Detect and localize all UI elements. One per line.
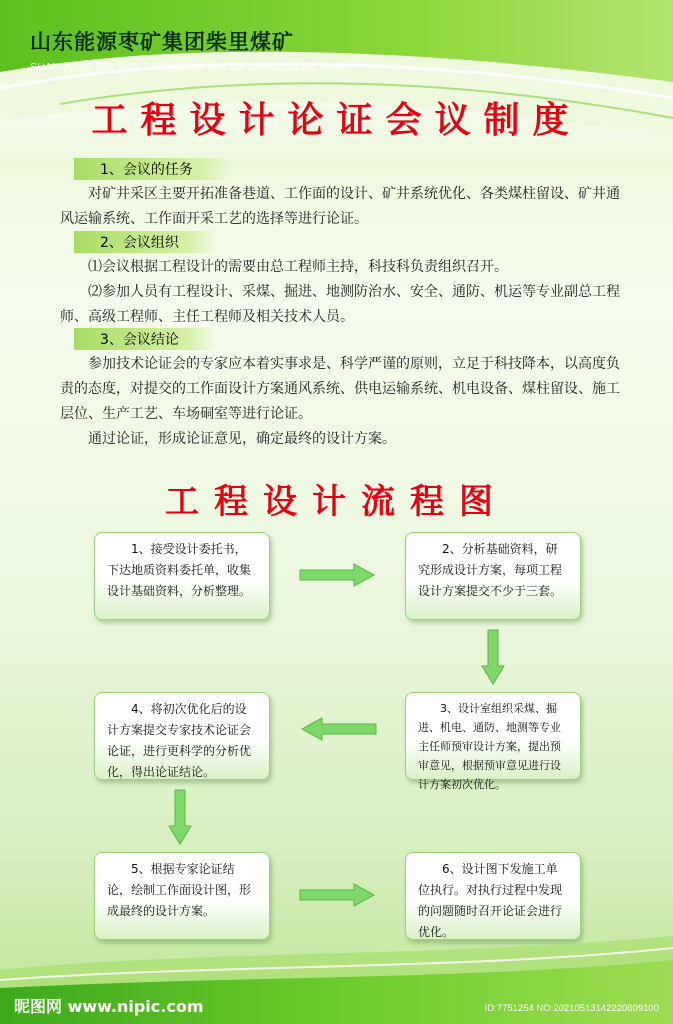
section-task bbox=[60, 158, 620, 232]
section-paragraph: 参加技术论证会的专家应本着实事求是、科学严谨的原则，立足于科技降本，以高度负责的态度，对提交的工作面设计方案通风系统、供电运输系统、机电设备、煤柱留设、施工层位、生产工艺、车场硐室等进行论证。 bbox=[60, 356, 620, 422]
flow-step-4: 4、将初次优化后的设计方案提交专家技术论证会论证，进行更科学的分析优化，得出论证结论。 bbox=[94, 692, 270, 780]
section-paragraph: 对矿井采区主要开拓准备巷道、工作面的设计、矿井系统优化、各类煤柱留设、矿井通风运输系统、工作面开采工艺的选择等进行论证。 bbox=[60, 186, 620, 227]
section-paragraph: 通过论证，形成论证意见，确定最终的设计方案。 bbox=[88, 431, 396, 447]
page-title: 工程设计论证会议制度 bbox=[91, 99, 582, 141]
section-heading: 3、会议结论 bbox=[74, 328, 217, 350]
flow-step-6: 6、设计图下发施工单位执行。对执行过程中发现的问题随时召开论证会进行优化。 bbox=[405, 852, 581, 940]
flow-step-5: 5、根据专家论证结论，绘制工作面设计图，形成最终的设计方案。 bbox=[94, 852, 270, 940]
arrow-down-icon bbox=[168, 788, 192, 846]
arrow-left-icon bbox=[300, 717, 378, 741]
org-name: 山东能源枣矿集团柴里煤矿 bbox=[30, 30, 294, 54]
section-organization bbox=[60, 231, 620, 330]
arrow-right-icon bbox=[298, 883, 376, 907]
arrow-down-icon bbox=[481, 628, 505, 686]
watermark-site: 昵图网 www.nipic.com bbox=[14, 997, 204, 1016]
org-name-english: SHANDONG ENERGY ZAOKUANG GROUP CHAILI COAL MINE bbox=[30, 61, 348, 73]
section-heading: 2、会议组织 bbox=[74, 231, 217, 253]
watermark-id: ID:7751254 NO:20210513142220609100 bbox=[484, 1003, 659, 1014]
flow-step-1: 1、接受设计委托书，下达地质资料委托单，收集设计基础资料，分析整理。 bbox=[94, 532, 270, 620]
section-paragraph: ⑵参加人员有工程设计、采煤、掘进、地测防治水、安全、通防、机运等专业副总工程师、高级工程师、主任工程师及相关技术人员。 bbox=[60, 284, 620, 325]
arrow-right-icon bbox=[298, 563, 376, 587]
flow-title: 工程设计流程图 bbox=[165, 482, 508, 522]
section-paragraph: ⑴会议根据工程设计的需要由总工程师主持，科技科负责组织召开。 bbox=[88, 259, 508, 275]
flow-step-2: 2、分析基础资料，研究形成设计方案，每项工程设计方案提交不少于三套。 bbox=[405, 532, 581, 620]
section-heading: 1、会议的任务 bbox=[74, 158, 231, 180]
flow-step-3: 3、设计室组织采煤、掘进、机电、通防、地测等专业主任师预审设计方案，提出预审意见，根据预审意见进行设计方案初次优化。 bbox=[405, 692, 581, 780]
section-conclusion bbox=[60, 328, 620, 452]
